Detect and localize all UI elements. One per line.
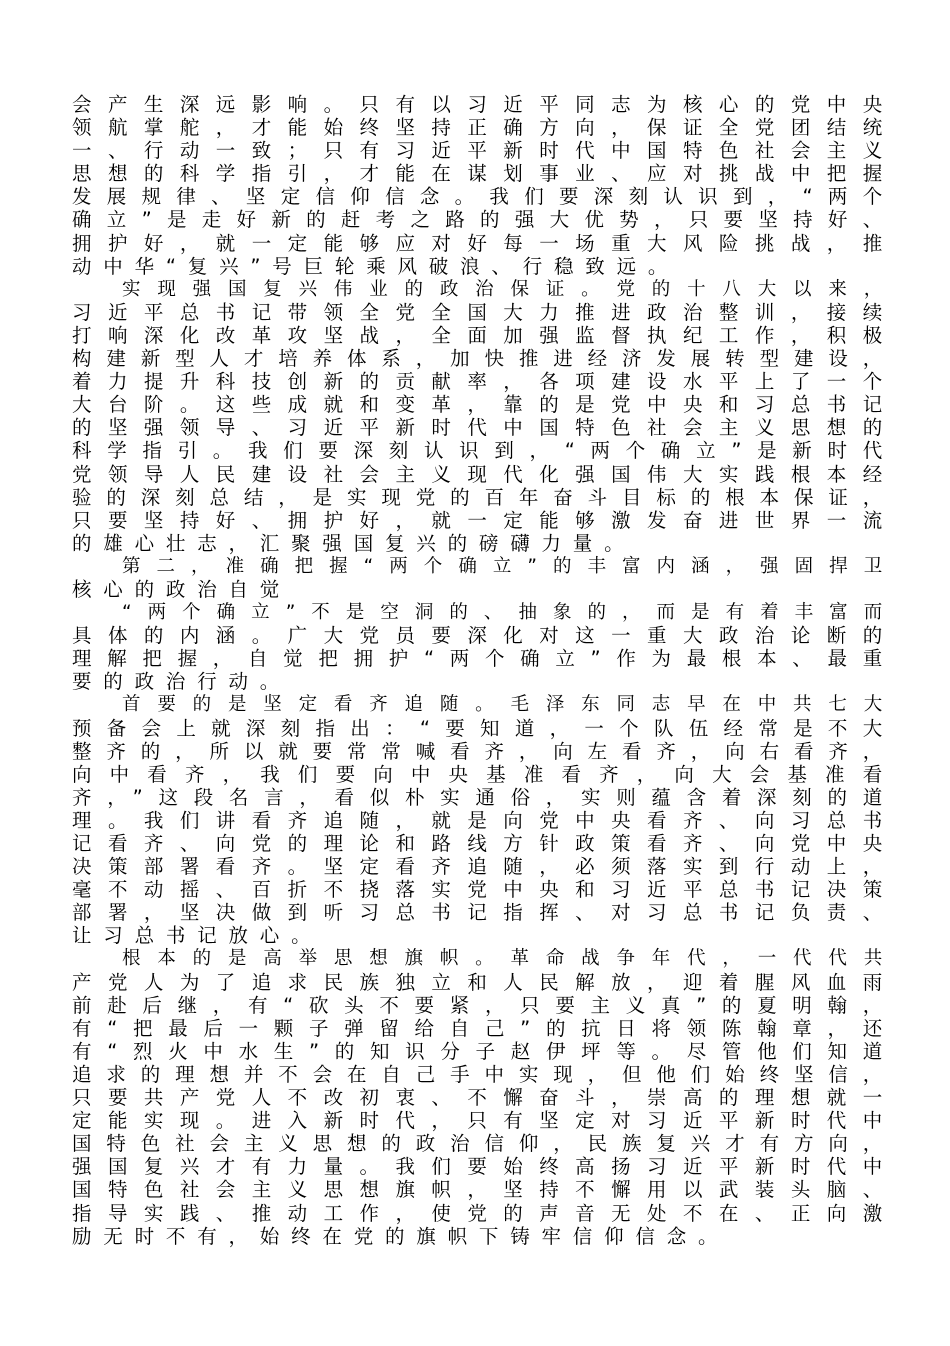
text-line: 预备会上就深刻指出：“要知道，一个队伍经常是不大: [72, 716, 894, 740]
text-line: 向中看齐，我们要向中央基准看齐，向大会基准看: [72, 762, 894, 786]
text-line: 决策部署看齐。坚定看齐追随，必须落实到行动上，: [72, 855, 894, 879]
text-line: 有“烈火中水生”的知识分子赵伊坪等。尽管他们知道: [72, 1039, 894, 1063]
text-line: 国特色社会主义思想旗帜，坚持不懈用以武装头脑、: [72, 1178, 894, 1202]
text-line: 发展规律、坚定信仰信念。我们要深刻认识到，“两个: [72, 185, 894, 209]
text-line: 只要坚持好、拥护好，就一定能够激发奋进世界一流: [72, 508, 894, 532]
text-line: 会产生深远影响。只有以习近平同志为核心的党中央: [72, 93, 894, 116]
text-line: 有“把最后一颗子弹留给自己”的抗日将领陈翰章，还: [72, 1016, 894, 1040]
text-line: 思想的科学指引，才能在谋划事业、应对挑战中把握: [72, 162, 894, 186]
text-line: 记看齐、向党的理论和路线方针政策看齐、向党中央: [72, 832, 894, 855]
text-line: 齐，”这段名言，看似朴实通俗，实则蕴含着深刻的道: [72, 785, 894, 809]
text-line: 验的深刻总结，是实现党的百年奋斗目标的根本保证，: [72, 485, 894, 509]
text-line: 理。我们讲看齐追随，就是向党中央看齐、向习总书: [72, 808, 894, 832]
text-line: 让习总书记放心。: [72, 924, 323, 948]
text-line: 励无时不有，始终在党的旗帜下铸牢信仰信念。: [72, 1224, 730, 1248]
text-line: 定能实现。进入新时代，只有坚定对习近平新时代中: [72, 1109, 894, 1133]
text-line: 第二，准确把握“两个确立”的丰富内涵，强固捍卫: [122, 555, 894, 577]
text-line: 实现强国复兴伟业的政治保证。党的十八大以来，: [122, 278, 894, 300]
text-line: 根本的是高举思想旗帜。革命战争年代，一代代共: [122, 948, 894, 970]
text-line: 理解把握，自觉把拥护“两个确立”作为最根本、最重: [72, 647, 894, 671]
text-line: 产党人为了追求民族独立和人民解放，迎着腥风血雨: [72, 970, 894, 994]
text-line: 具体的内涵。广大党员要深化对这一重大政治论断的: [72, 624, 894, 648]
text-line: 国特色社会主义思想的政治信仰，民族复兴才有方向，: [72, 1132, 894, 1156]
text-line: 的雄心壮志，汇聚强国复兴的磅礴力量。: [72, 531, 636, 555]
text-line: 追求的理想并不会在自己手中实现，但他们始终坚信，: [72, 1062, 894, 1086]
text-line: “两个确立”不是空洞的、抽象的，而是有着丰富而: [122, 602, 894, 624]
text-line: 首要的是坚定看齐追随。毛泽东同志早在中共七大: [122, 694, 894, 716]
text-line: 着力提升科技创新的贡献率，各项建设水平上了一个: [72, 370, 894, 394]
text-line: 部署，坚决做到听习总书记指挥、对习总书记负责、: [72, 901, 894, 925]
text-line: 核心的政治自觉: [72, 577, 292, 601]
text-line: 领航掌舵，才能始终坚持正确方向，保证全党团结统: [72, 116, 894, 140]
text-line: 整齐的，所以就要常常喊看齐，向左看齐，向右看齐，: [72, 739, 894, 763]
text-line: 习近平总书记带领全党全国大力推进政治整训，接续: [72, 300, 894, 324]
text-line: 构建新型人才培养体系，加快推进经济发展转型建设，: [72, 347, 894, 371]
text-line: 大台阶。这些成就和变革，靠的是党中央和习总书记: [72, 393, 894, 417]
text-line: 党领导人民建设社会主义现代化强国伟大实践根本经: [72, 462, 894, 486]
text-line: 毫不动摇、百折不挠落实党中央和习近平总书记决策: [72, 878, 894, 902]
text-line: 科学指引。我们要深刻认识到，“两个确立”是新时代: [72, 439, 894, 463]
text-line: 强国复兴才有力量。我们要始终高扬习近平新时代中: [72, 1155, 894, 1179]
text-line: 的坚强领导、习近平新时代中国特色社会主义思想的: [72, 416, 894, 440]
text-line: 拥护好，就一定能够应对好每一场重大风险挑战，推: [72, 231, 894, 255]
text-line: 要的政治行动。: [72, 670, 292, 694]
document-page: [72, 93, 894, 1248]
text-line: 动中华“复兴”号巨轮乘风破浪、行稳致远。: [72, 254, 680, 278]
text-line: 只要共产党人不改初衷、不懈奋斗，崇高的理想就一: [72, 1086, 894, 1110]
text-line: 指导实践、推动工作，使党的声音无处不在、正向激: [72, 1201, 894, 1225]
text-line: 确立”是走好新的赶考之路的强大优势，只要坚持好、: [72, 208, 894, 232]
text-line: 前赴后继，有“砍头不要紧，只要主义真”的夏明翰，: [72, 993, 894, 1017]
text-line: 打响深化改革攻坚战，全面加强监督执纪工作，积极: [72, 323, 894, 347]
text-line: 一、行动一致；只有习近平新时代中国特色社会主义: [72, 139, 894, 163]
